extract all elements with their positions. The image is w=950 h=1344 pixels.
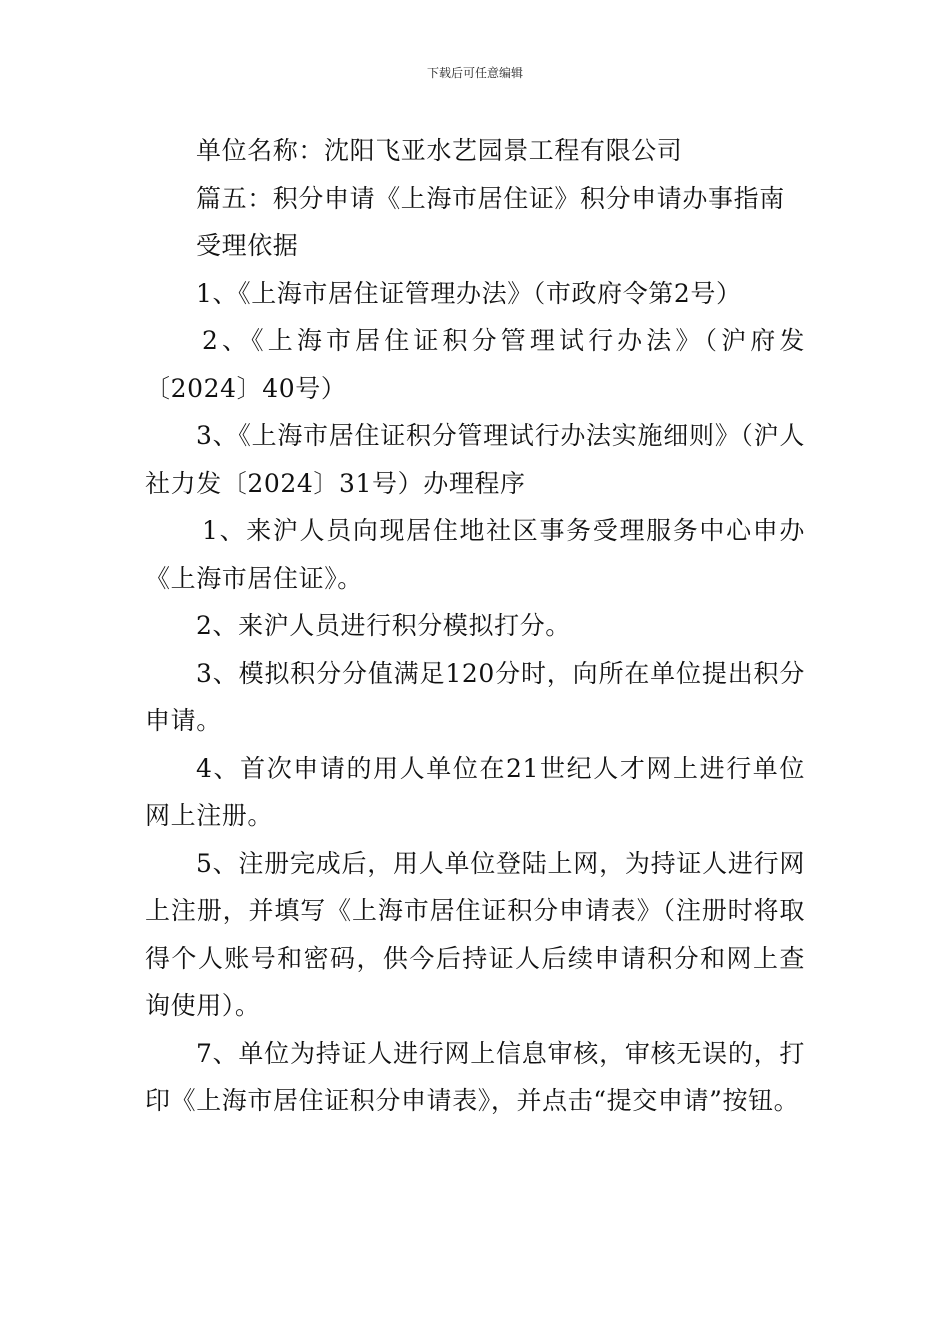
paragraph-step-4: 4、首次申请的用人单位在21世纪人才网上进行单位网上注册。 <box>145 753 805 830</box>
paragraph-step-1: 1、来沪人员向现居住地社区事务受理服务中心申办《上海市居住证》。 <box>145 516 805 593</box>
paragraph-basis-1: 1、《上海市居住证管理办法》（市政府令第2号） <box>196 278 742 308</box>
paragraph-basis-3: 3、《上海市居住证积分管理试行办法实施细则》（沪人社力发〔2024〕31号）办理程序 <box>145 421 805 498</box>
paragraph-basis-heading: 受理依据 <box>196 231 299 260</box>
paragraph-step-2: 2、来沪人员进行积分模拟打分。 <box>196 611 571 640</box>
paragraph-section-title: 篇五：积分申请《上海市居住证》积分申请办事指南 <box>196 183 785 213</box>
paragraph-company-name: 单位名称：沈阳飞亚水艺园景工程有限公司 <box>196 136 683 165</box>
paragraph-step-5: 5、注册完成后，用人单位登陆上网，为持证人进行网上注册，并填写《上海市居住证积分申请表》（注册时将取得个人账号和密码，供今后持证人后续申请积分和网上查询使用）。 <box>145 848 805 1020</box>
paragraph-step-7: 7、单位为持证人进行网上信息审核，审核无误的，打印《上海市居住证积分申请表》，并点击“提交申请”按钮。 <box>145 1038 805 1115</box>
page-header-note: 下载后可任意编辑 <box>426 66 523 80</box>
document-body <box>145 127 805 1125</box>
paragraph-step-3: 3、模拟积分分值满足120分时，向所在单位提出积分申请。 <box>145 658 805 735</box>
paragraph-basis-2: 2、《上海市居住证积分管理试行办法》（沪府发〔2024〕40号） <box>145 326 805 403</box>
